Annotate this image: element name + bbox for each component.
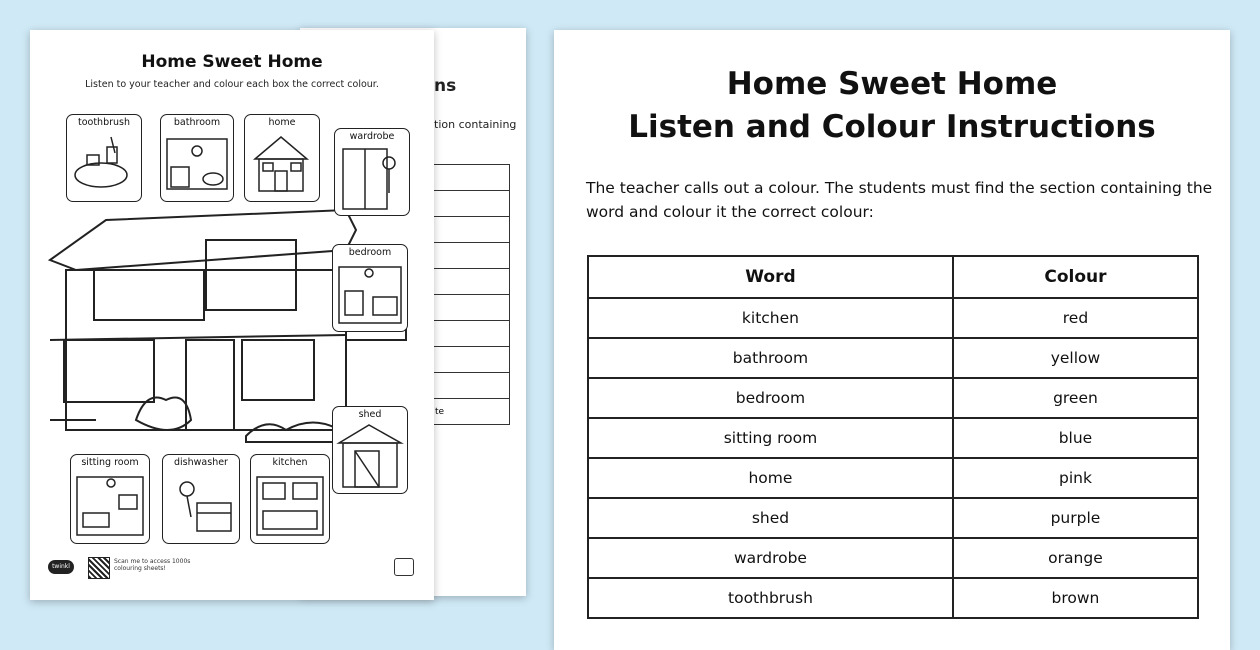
table-row [588, 298, 1198, 338]
instructions-intro: The teacher calls out a colour. The students must find the section containing the word and colour it the correct colour: [586, 179, 1213, 221]
word-cell: shed [588, 498, 953, 538]
picture-box-home [244, 114, 320, 202]
colour-cell: green [953, 378, 1198, 418]
twinkl-logo: twinkl [48, 560, 74, 574]
back-table-row [431, 347, 509, 373]
picture-box-sitting-room [70, 454, 150, 544]
word-cell: bedroom [588, 378, 953, 418]
back-table-row [431, 269, 509, 295]
worksheet-subtitle: Listen to your teacher and colour each box the correct colour. [85, 79, 379, 90]
back-table [430, 164, 510, 425]
picture-label: shed [358, 409, 382, 420]
colour-cell: blue [953, 418, 1198, 458]
word-cell: sitting room [588, 418, 953, 458]
table-row [588, 538, 1198, 578]
bathroom-icon [161, 129, 233, 199]
home-icon [245, 129, 319, 199]
picture-label: bedroom [348, 247, 392, 258]
back-table-row [431, 321, 509, 347]
colouring-worksheet [30, 30, 434, 600]
colour-cell: brown [953, 578, 1198, 618]
picture-label: sitting room [81, 457, 139, 468]
back-table-row [431, 373, 509, 399]
picture-box-toothbrush [66, 114, 142, 202]
colour-cell: yellow [953, 338, 1198, 378]
instructions-title-line2: Listen and Colour Instructions [628, 109, 1156, 145]
shed-icon [333, 421, 407, 491]
worksheet-title: Home Sweet Home [141, 52, 323, 72]
colour-cell: red [953, 298, 1198, 338]
instructions-sheet [554, 30, 1230, 650]
back-table-row [431, 295, 509, 321]
picture-label: toothbrush [77, 117, 131, 128]
picture-box-wardrobe [334, 128, 410, 216]
word-cell: home [588, 458, 953, 498]
wardrobe-icon [335, 143, 409, 213]
table-row [588, 578, 1198, 618]
word-cell: wardrobe [588, 538, 953, 578]
back-table-row [431, 165, 509, 191]
bedroom-icon [333, 259, 407, 329]
qr-code-icon [88, 557, 110, 579]
colour-cell: orange [953, 538, 1198, 578]
table-header-row [588, 256, 1198, 298]
footer-note: Scan me to access 1000s colouring sheets! [114, 558, 191, 572]
badge-icon [394, 558, 414, 576]
toothbrush-icon [67, 129, 141, 199]
colour-cell: pink [953, 458, 1198, 498]
table-row [588, 418, 1198, 458]
picture-label: wardrobe [349, 131, 395, 142]
picture-box-shed [332, 406, 408, 494]
picture-label: home [268, 117, 296, 128]
back-table-row [431, 217, 509, 243]
sitting-room-icon [71, 469, 149, 541]
picture-box-dishwasher [162, 454, 240, 544]
word-cell: bathroom [588, 338, 953, 378]
table-row [588, 378, 1198, 418]
header-word: Word [588, 256, 953, 298]
picture-box-kitchen [250, 454, 330, 544]
picture-label: dishwasher [174, 457, 228, 468]
back-table-row [431, 191, 509, 217]
picture-box-bathroom [160, 114, 234, 202]
picture-box-bedroom [332, 244, 408, 332]
word-cell: toothbrush [588, 578, 953, 618]
word-cell: kitchen [588, 298, 953, 338]
kitchen-icon [251, 469, 329, 541]
table-row [588, 498, 1198, 538]
instructions-title-line1: Home Sweet Home [726, 66, 1058, 102]
back-row-fragment: te [435, 407, 445, 417]
colour-cell: purple [953, 498, 1198, 538]
table-row [588, 458, 1198, 498]
picture-label: bathroom [173, 117, 221, 128]
back-title-fragment: ns [434, 76, 457, 96]
picture-label: kitchen [272, 457, 308, 468]
back-table-row [431, 243, 509, 269]
table-row [588, 338, 1198, 378]
dishwasher-icon [163, 469, 239, 541]
back-table-row [431, 399, 509, 424]
word-colour-table [587, 255, 1199, 619]
header-colour: Colour [953, 256, 1198, 298]
back-subtitle-fragment: tion containing [434, 118, 517, 131]
